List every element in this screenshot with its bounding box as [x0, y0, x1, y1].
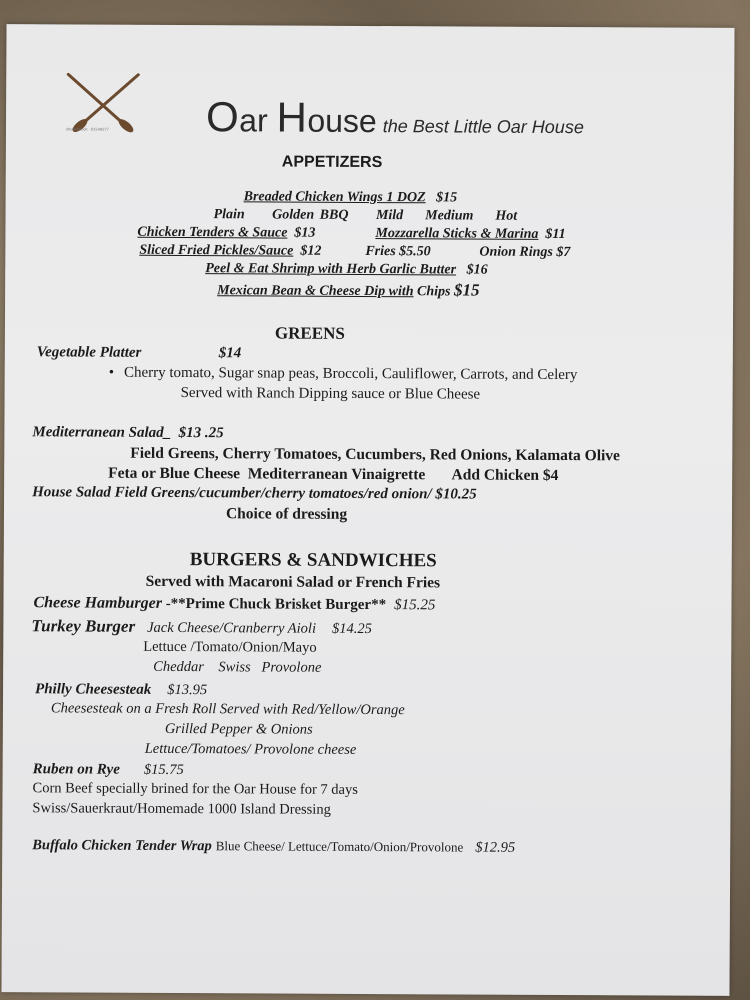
ruben-desc-1: Corn Beef specially brined for the Oar House for 7 days — [32, 780, 358, 798]
med-salad-desc-2: Feta or Blue Cheese Mediterranean Vinaigrette Add Chicken $4 — [108, 464, 559, 484]
pickles-item: Sliced Fried Pickles/Sauce $12 — [139, 242, 322, 259]
burgers-heading: BURGERS & SANDWICHES — [189, 549, 437, 572]
mozzarella-item: Mozzarella Sticks & Marina $11 — [375, 226, 566, 243]
fries-item: Fries $5.50 — [365, 243, 431, 260]
restaurant-title: Oar House the Best Little Oar House — [205, 93, 584, 141]
crossed-oars-icon — [62, 70, 144, 132]
tenders-item: Chicken Tenders & Sauce $13 — [137, 224, 316, 241]
onion-rings-item: Onion Rings $7 — [479, 244, 571, 261]
cheese-hamburger-item: Cheese Hamburger -**Prime Chuck Brisket Burger** $15.25 — [33, 594, 436, 614]
turkey-burger-item: Turkey Burger Jack Cheese/Cranberry Aioli $14.25 — [31, 616, 372, 638]
burger-cheese-options: Cheddar Swiss Provolone — [153, 658, 322, 676]
veg-platter-price: $14 — [218, 345, 242, 362]
philly-desc-3: Lettuce/Tomatoes/ Provolone cheese — [144, 740, 357, 758]
philly-item: Philly Cheesesteak $13.95 — [35, 681, 208, 699]
ruben-item: Ruben on Rye $15.75 — [32, 761, 184, 779]
burger-toppings: Lettuce /Tomato/Onion/Mayo — [143, 638, 317, 656]
philly-desc-2: Grilled Pepper & Onions — [164, 720, 313, 738]
logo-caption: shutterstock · 81549277 — [65, 126, 109, 132]
ruben-desc-2: Swiss/Sauerkraut/Homemade 1000 Island Dressing — [32, 800, 331, 818]
appetizers-heading: APPETIZERS — [281, 153, 383, 172]
veg-platter-served: Served with Ranch Dipping sauce or Blue Cheese — [180, 385, 481, 403]
wing-flavors: Plain Golden BBQ Mild Medium Hot — [213, 207, 518, 224]
veg-platter-desc: • Cherry tomato, Sugar snap peas, Broccoli, Cauliflower, Carrots, and Celery — [108, 364, 578, 384]
house-salad-choice: Choice of dressing — [225, 505, 348, 523]
dip-item: Mexican Bean & Cheese Dip with Chips $15 — [217, 280, 480, 300]
wings-item: Breaded Chicken Wings 1 DOZ $15 — [243, 189, 458, 206]
house-salad-item: House Salad Field Greens/cucumber/cherry tomatoes/red onion/ $10.25 — [32, 484, 477, 503]
med-salad-desc-1: Field Greens, Cherry Tomatoes, Cucumbers, Red Onions, Kalamata Olive — [130, 444, 621, 465]
burgers-served-with: Served with Macaroni Salad or French Fries — [145, 572, 441, 592]
shrimp-item: Peel & Eat Shrimp with Herb Garlic Butter $16 — [205, 261, 488, 278]
philly-desc-1: Cheesesteak on a Fresh Roll Served with Red/Yellow/Orange — [50, 700, 405, 719]
tagline: the Best Little Oar House — [382, 116, 584, 138]
menu-page — [1, 24, 734, 996]
med-salad-name: Mediterranean Salad_ $13 .25 — [32, 424, 224, 442]
buffalo-wrap-item: Buffalo Chicken Tender Wrap Blue Cheese/ Lettuce/Tomato/Onion/Provolone $12.95 — [32, 837, 516, 856]
greens-heading: GREENS — [274, 323, 345, 343]
veg-platter-name: Vegetable Platter — [36, 344, 142, 361]
